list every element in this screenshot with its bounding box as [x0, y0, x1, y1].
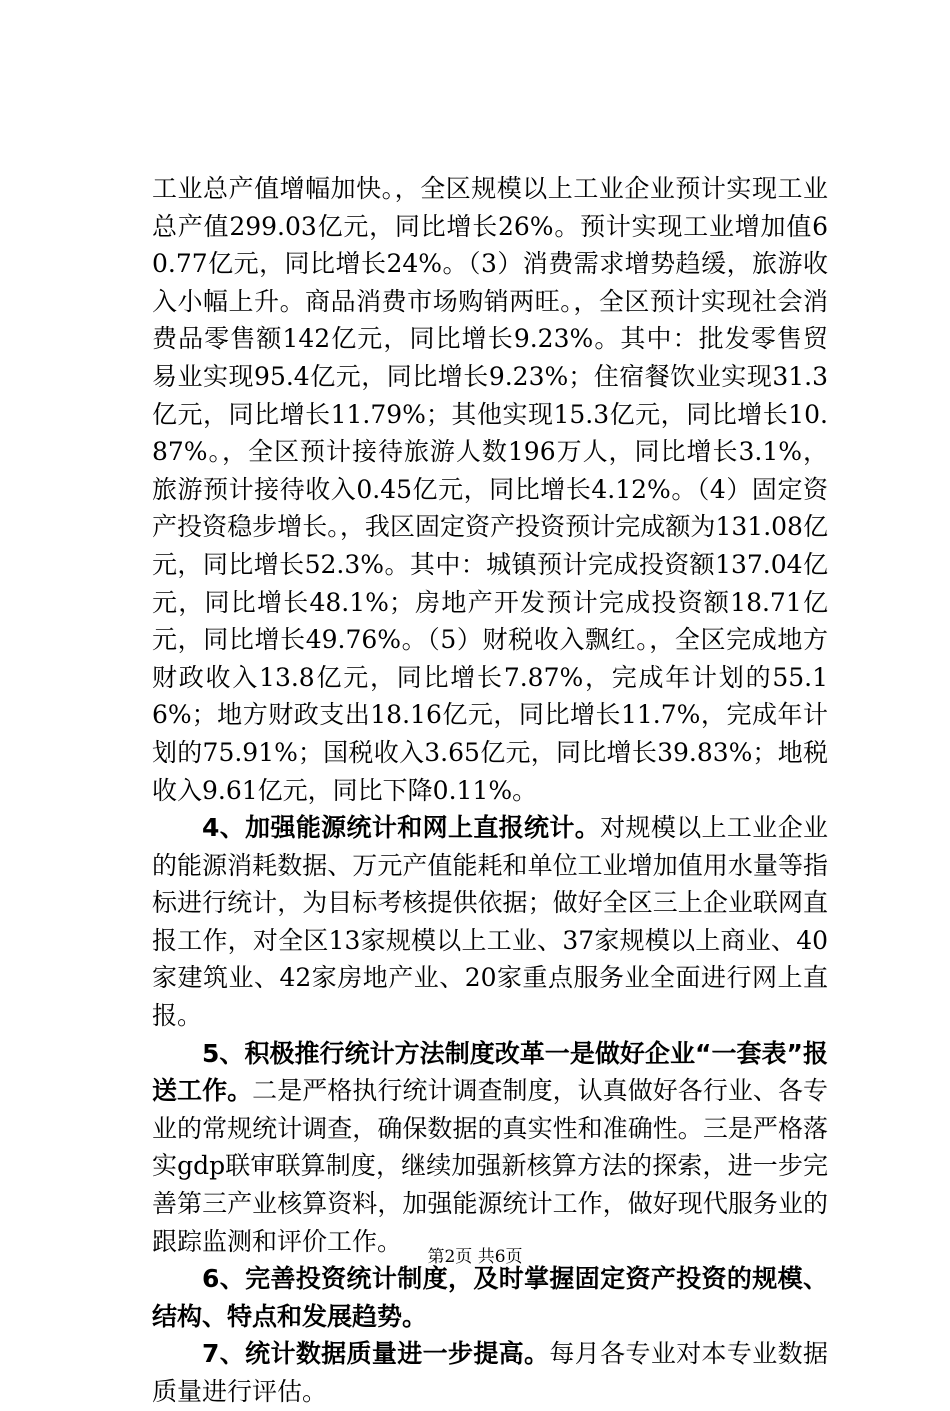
paragraph-heading: 4、加强能源统计和网上直报统计。 [202, 813, 601, 843]
paragraph-data-quality [152, 1335, 828, 1410]
paragraph-method-reform [152, 1035, 828, 1261]
document-body [152, 170, 828, 1411]
paragraph-heading: 6、完善投资统计制度，及时掌握固定资产投资的规模、结构、特点和发展趋势。 [152, 1264, 828, 1331]
paragraph-text: 二是严格执行统计调查制度，认真做好各行业、各专业的常规统计调查，确保数据的真实性和准确性。三是严格落实gdp联审联算制度，继续加强新核算方法的探索，进一步完善第三产业核算资料，加强能源统计工作，做好现代服务业的跟踪监测和评价工作。 [152, 1076, 828, 1256]
paragraph-heading: 7、统计数据质量进一步提高。 [202, 1339, 550, 1369]
paragraph-heading: 5、积极推行统计方法制度改革一是做好企业“一套表”报送工作。 [152, 1038, 828, 1106]
page-footer [0, 1242, 950, 1267]
paragraph-text: 对规模以上工业企业的能源消耗数据、万元产值能耗和单位工业增加值用水量等指标进行统计，为目标考核提供依据；做好全区三上企业联网直报工作，对全区13家规模以上工业、37家规模以上商业、40家建筑业、42家房地产业、20家重点服务业全面进行网上直报。 [152, 813, 828, 1031]
paragraph-text: 工业总产值增幅加快。，全区规模以上工业企业预计实现工业总产值299.03亿元，同比增长26%。预计实现工业增加值60.77亿元，同比增长24%。（3）消费需求增势趋缓，旅游收入小幅上升。商品消费市场购销两旺。，全区预计实现社会消费品零售额142亿元，同比增长9.23%。其中：批发零售贸易业实现95.4亿元，同比增长9.23%；住宿餐饮业实现31.3亿元，同比增长11.79%；其他实现15.3亿元，同比增长10.87%。，全区预计接待旅游人数196万人，同比增长3.1%，旅游预计接待收入0.45亿元，同比增长4.12%。（4）固定资产投资稳步增长。，我区固定资产投资预计完成额为131.08亿元，同比增长52.3%。其中：城镇预计完成投资额137.04亿元，同比增长48.1%；房地产开发预计完成投资额18.71亿元，同比增长49.76%。（5）财税收入飘红。，全区完成地方财政收入13.8亿元，同比增长7.87%，完成年计划的55.16%；地方财政支出18.16亿元，同比增长11.7%，完成年计划的75.91%；国税收入3.65亿元，同比增长39.83%；地税收入9.61亿元，同比下降0.11%。 [152, 174, 828, 805]
paragraph-economy-summary [152, 170, 828, 809]
paragraph-energy-statistics [152, 809, 828, 1035]
paragraph-investment-statistics [152, 1260, 828, 1335]
page-number: 第2页 共6页 [427, 1247, 523, 1267]
paragraph-text: 每月各专业对本专业数据质量进行评估。 [152, 1339, 828, 1406]
